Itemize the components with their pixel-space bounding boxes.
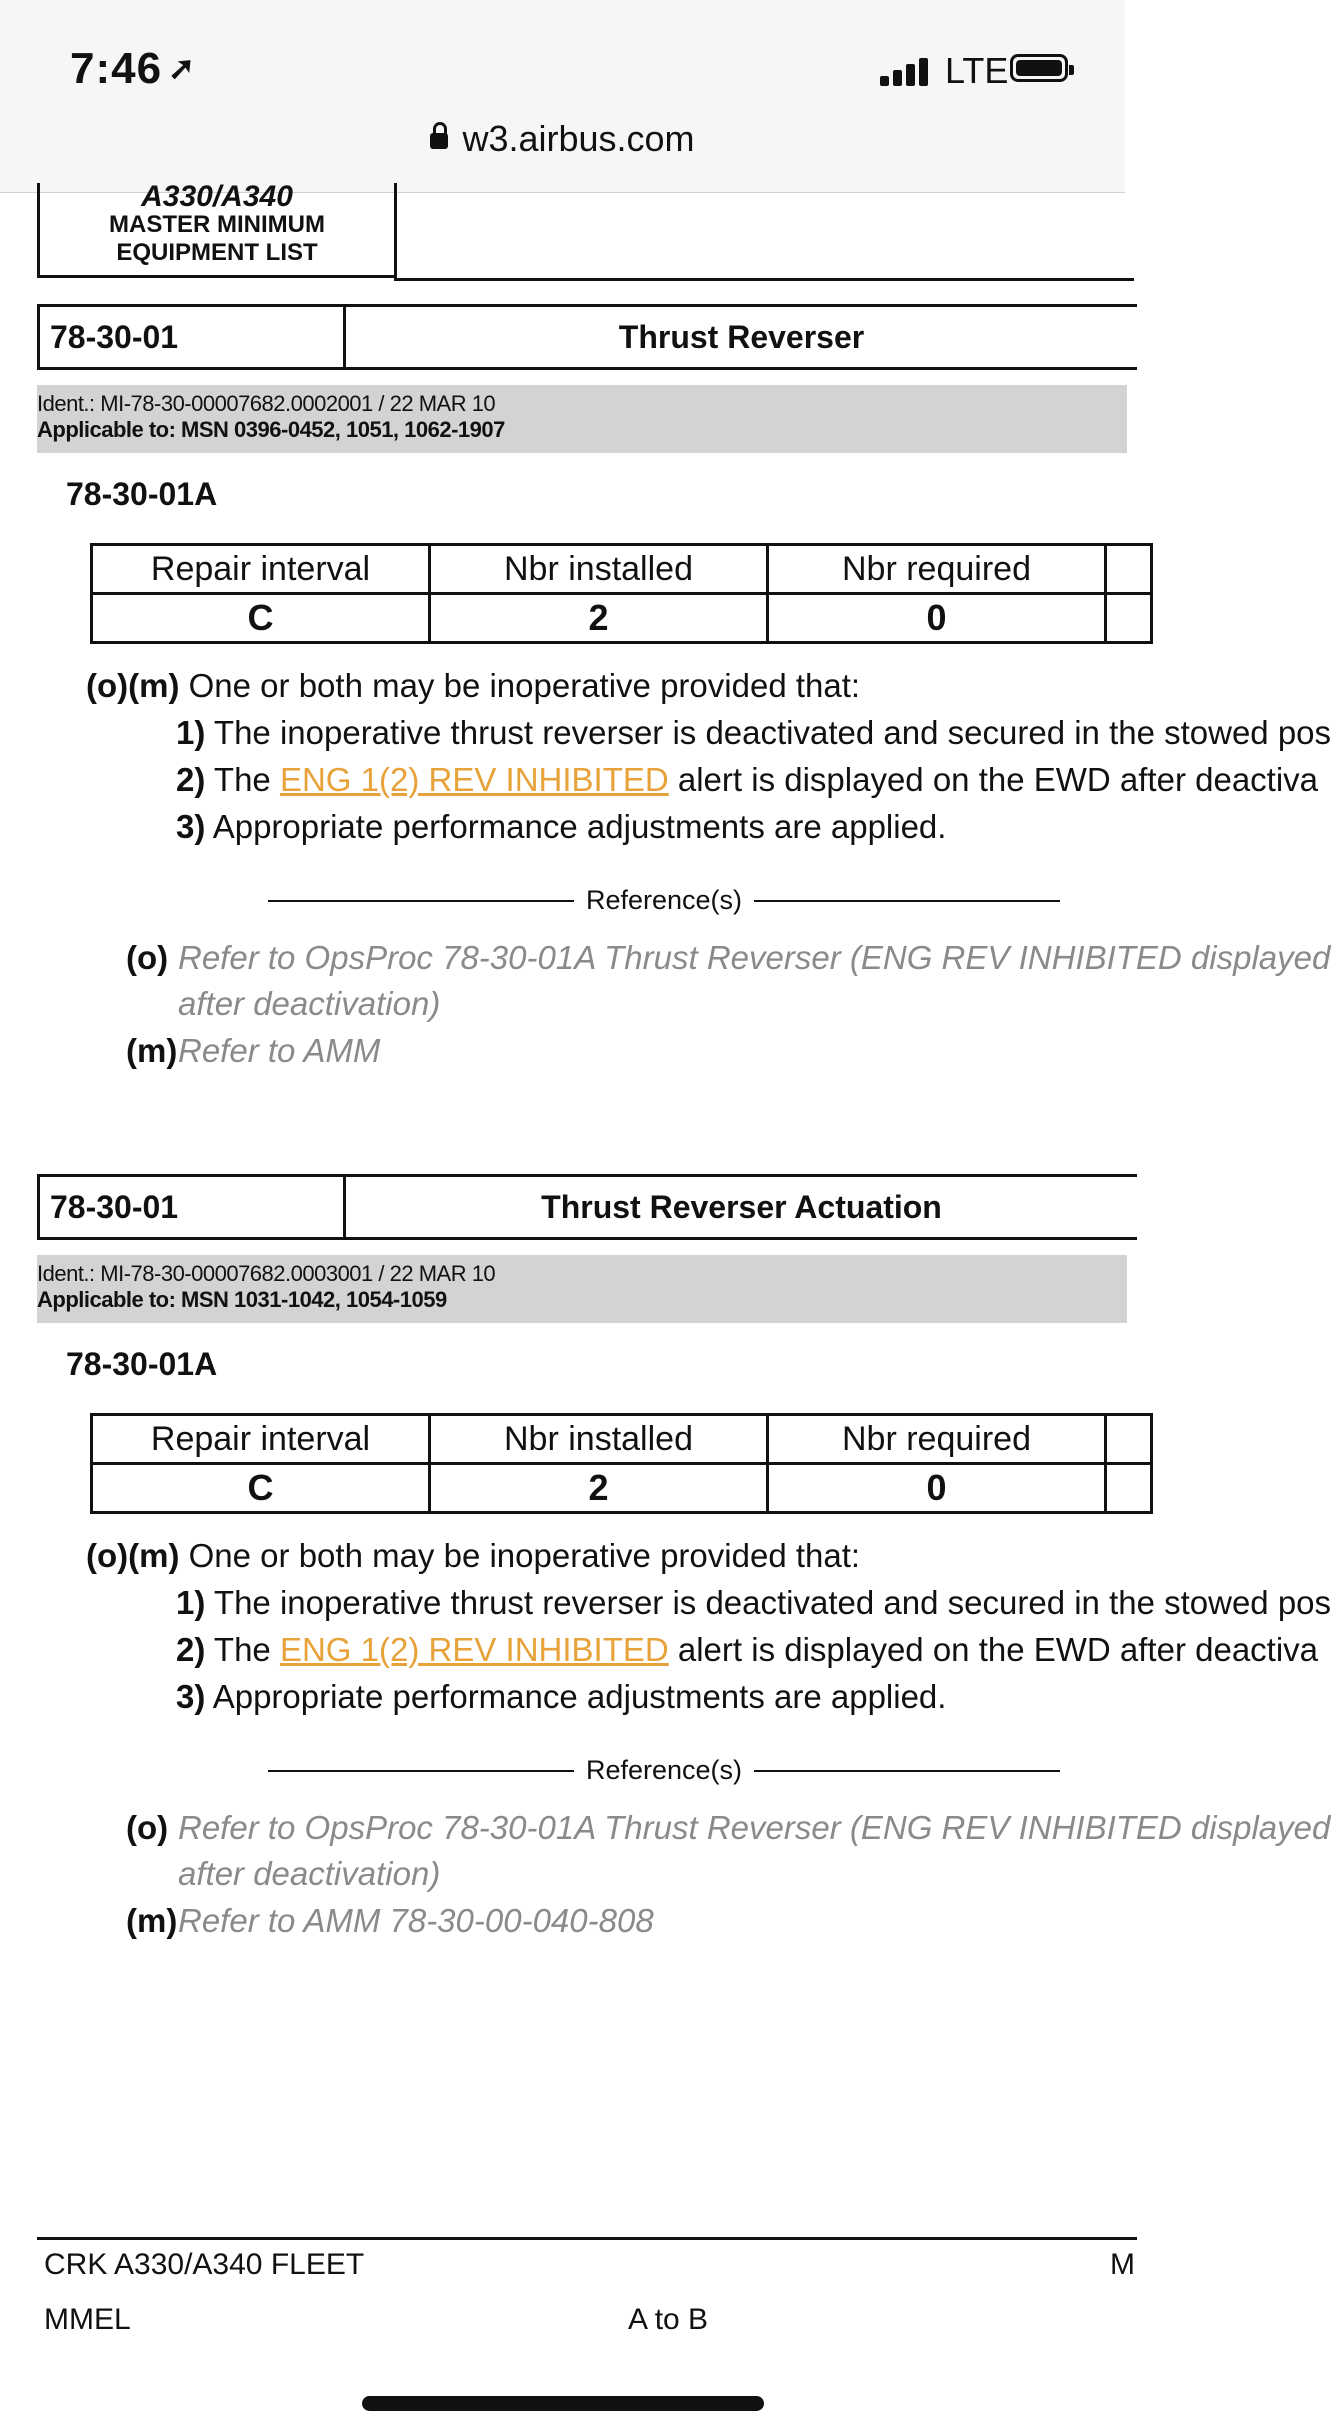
item-text: The — [213, 1631, 280, 1668]
reference-text[interactable]: Refer to AMM 78-30-00-040-808 — [178, 1902, 654, 1939]
doc-header-box — [37, 180, 397, 278]
reference-amm — [126, 1902, 1126, 1946]
reference-text-cont: after deactivation) — [178, 1855, 441, 1892]
reference-ops — [126, 939, 1331, 1029]
address-bar[interactable] — [0, 118, 1125, 160]
section-title: Thrust Reverser Actuation — [541, 1189, 942, 1225]
condition-tags: (o)(m) — [86, 667, 180, 704]
url-text: w3.airbus.com — [462, 118, 695, 159]
ident-band — [37, 1255, 1127, 1323]
header-nbr-installed: Nbr installed — [430, 1415, 768, 1464]
condition-item — [176, 1584, 1331, 1622]
doc-header-right — [394, 183, 1134, 281]
ident-band — [37, 385, 1127, 453]
home-indicator[interactable] — [362, 2396, 764, 2411]
value-nbr-required: 0 — [768, 1464, 1106, 1513]
header-line2: EQUIPMENT LIST — [116, 239, 318, 266]
network-label: LTE — [945, 50, 1009, 91]
browser-chrome — [0, 0, 1125, 193]
item-subcode: 78-30-01A — [66, 476, 218, 512]
document-page[interactable] — [0, 180, 1331, 2436]
item-number: 3) — [176, 1678, 206, 1715]
item-text: The — [213, 761, 280, 798]
item-number: 3) — [176, 808, 206, 845]
lock-icon — [430, 133, 448, 149]
battery-icon — [1010, 54, 1068, 82]
condition-item — [176, 808, 946, 846]
condition-text: One or both may be inoperative provided that: — [188, 667, 861, 704]
item-text: The inoperative thrust reverser is deactivated and secured in the stowed pos — [213, 1584, 1331, 1621]
header-repair-interval: Repair interval — [92, 545, 430, 594]
reference-tag: (m) — [126, 1902, 178, 1939]
value-extra — [1106, 594, 1152, 643]
reference-text[interactable]: Refer to AMM — [178, 1032, 381, 1069]
condition-item — [176, 761, 1318, 799]
ident-text: Ident.: MI-78-30-00007682.0003001 / 22 MAR 10 — [37, 1261, 496, 1286]
reference-text-cont: after deactivation) — [178, 985, 441, 1022]
time-text: 7:46 — [70, 44, 163, 93]
header-nbr-required: Nbr required — [768, 545, 1106, 594]
references-label: Reference(s) — [574, 1755, 754, 1785]
item-number: 1) — [176, 1584, 206, 1621]
condition-item — [176, 1678, 946, 1716]
condition-text: One or both may be inoperative provided that: — [188, 1537, 861, 1574]
footer-fleet: CRK A330/A340 FLEET — [44, 2248, 365, 2281]
aircraft-title: A330/A340 — [141, 180, 293, 213]
value-extra — [1106, 1464, 1152, 1513]
repair-table — [90, 1413, 1153, 1514]
header-nbr-required: Nbr required — [768, 1415, 1106, 1464]
condition-line — [86, 667, 860, 705]
condition-tags: (o)(m) — [86, 1537, 180, 1574]
reference-tag: (o) — [126, 939, 169, 976]
section-title-row — [37, 1174, 1137, 1240]
item-number: 2) — [176, 1631, 206, 1668]
condition-line — [86, 1537, 860, 1575]
item-subcode: 78-30-01A — [66, 1346, 218, 1382]
alert-link[interactable]: ENG 1(2) REV INHIBITED — [279, 1631, 669, 1668]
section-title-row — [37, 304, 1137, 370]
applicable-text: Applicable to: MSN 0396-0452, 1051, 1062-1907 — [37, 417, 505, 442]
item-number: 1) — [176, 714, 206, 751]
section-title: Thrust Reverser — [618, 319, 865, 355]
footer-right-char: M — [1110, 2248, 1135, 2281]
item-text: Appropriate performance adjustments are applied. — [212, 1678, 947, 1715]
reference-text[interactable]: Refer to OpsProc 78-30-01A Thrust Reverser (ENG REV INHIBITED displayed — [178, 1809, 1331, 1846]
reference-tag: (m) — [126, 1032, 178, 1069]
condition-item — [176, 714, 1331, 752]
location-arrow-icon: ➚ — [168, 50, 196, 86]
condition-item — [176, 1631, 1318, 1669]
section-code: 78-30-01 — [40, 307, 346, 367]
status-time — [70, 44, 196, 94]
item-text: The inoperative thrust reverser is deactivated and secured in the stowed pos — [213, 714, 1331, 751]
header-nbr-installed: Nbr installed — [430, 545, 768, 594]
value-nbr-installed: 2 — [430, 1464, 768, 1513]
reference-amm — [126, 1032, 1126, 1076]
repair-table — [90, 543, 1153, 644]
value-repair-interval: C — [92, 1464, 430, 1513]
footer-rule — [37, 2237, 1137, 2240]
header-repair-interval: Repair interval — [92, 1415, 430, 1464]
item-text-tail: alert is displayed on the EWD after deactiva — [668, 1631, 1319, 1668]
item-text: Appropriate performance adjustments are applied. — [212, 808, 947, 845]
footer-range: A to B — [628, 2303, 709, 2336]
value-nbr-installed: 2 — [430, 594, 768, 643]
value-nbr-required: 0 — [768, 594, 1106, 643]
item-text-tail: alert is displayed on the EWD after deactiva — [668, 761, 1319, 798]
references-divider — [268, 1751, 1060, 1791]
section-code: 78-30-01 — [40, 1177, 346, 1237]
reference-tag: (o) — [126, 1809, 169, 1846]
header-line1: MASTER MINIMUM — [109, 211, 325, 238]
ident-text: Ident.: MI-78-30-00007682.0002001 / 22 MAR 10 — [37, 391, 496, 416]
reference-ops — [126, 1809, 1331, 1899]
footer-doc: MMEL — [44, 2303, 131, 2336]
item-number: 2) — [176, 761, 206, 798]
reference-text[interactable]: Refer to OpsProc 78-30-01A Thrust Reverser (ENG REV INHIBITED displayed — [178, 939, 1331, 976]
header-extra — [1106, 1415, 1152, 1464]
references-label: Reference(s) — [574, 885, 754, 915]
header-extra — [1106, 545, 1152, 594]
value-repair-interval: C — [92, 594, 430, 643]
alert-link[interactable]: ENG 1(2) REV INHIBITED — [279, 761, 669, 798]
applicable-text: Applicable to: MSN 1031-1042, 1054-1059 — [37, 1287, 447, 1312]
signal-bars-icon — [880, 56, 940, 86]
references-divider — [268, 881, 1060, 921]
